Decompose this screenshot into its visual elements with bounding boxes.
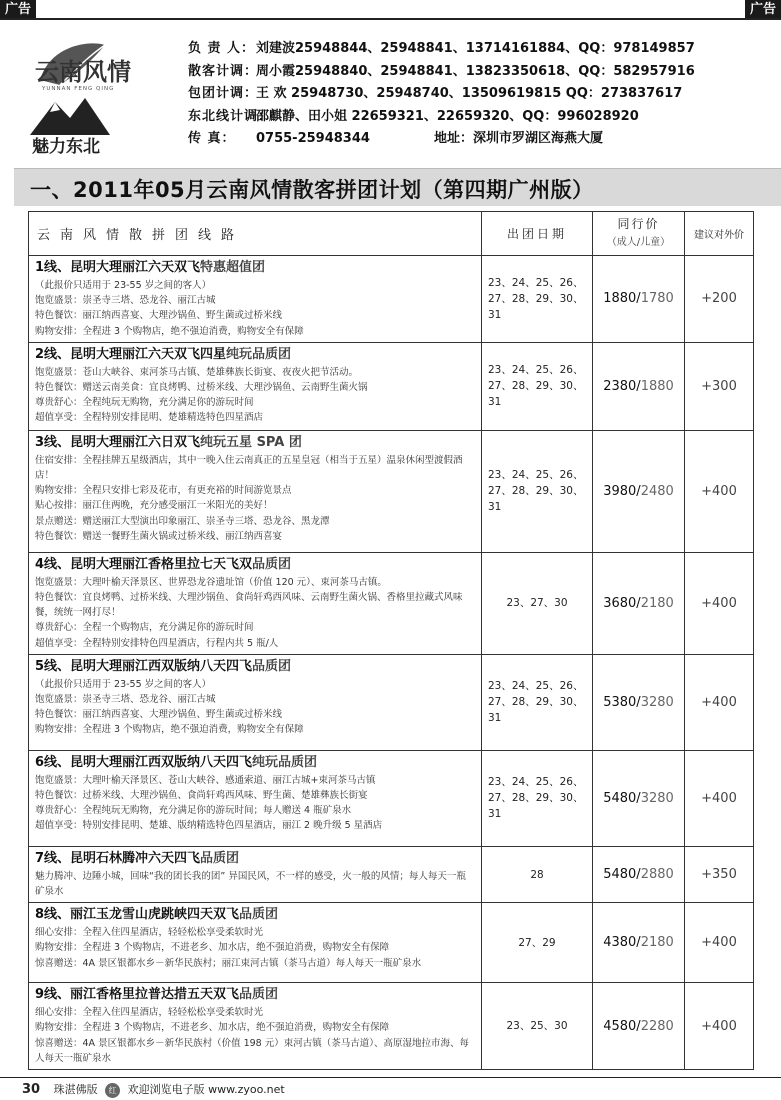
header-route: 云南风情散拼团线路	[29, 212, 482, 256]
table-row	[29, 846, 754, 902]
route-detail: 特色餐饮：丽江纳西喜宴、大理沙锅鱼、野生菌或过桥米线	[35, 709, 283, 721]
table-row	[29, 342, 754, 430]
peer-price: 5380/3280	[593, 654, 685, 750]
table-row	[29, 256, 754, 343]
child-price: 2180	[640, 935, 674, 951]
route-tag: 品质团	[252, 658, 292, 674]
adult-price: 3980	[603, 483, 637, 499]
route-title: 3线、昆明大理丽江六日双飞纯玩五星 SPA 团	[35, 434, 302, 450]
route-detail: 贴心按排：丽江住两晚，充分感受丽江一米阳光的美好！	[35, 500, 273, 512]
adult-price: 5380	[603, 694, 637, 710]
route-title: 6线、昆明大理丽江西双版纳八天四飞纯玩品质团	[35, 754, 318, 770]
route-detail: 购物安排：全程进 3 个购物店，绝不强迫消费，购物安全有保障	[35, 325, 304, 337]
route-cell	[29, 552, 482, 654]
route-detail: 超值享受：全程特别安排昆明、楚雄精选特色四星酒店	[35, 412, 264, 424]
child-price: 2280	[640, 1018, 674, 1034]
route-detail: 尊贵舒心：全程一个购物店，充分满足你的游玩时间	[35, 622, 254, 634]
route-detail: 购物安排：全程进 3 个购物店，不进老乡、加水店，绝不强迫消费，购物安全有保障	[35, 942, 390, 954]
route-tag: 纯玩品质团	[226, 346, 292, 362]
departure-dates: 23、24、25、26、27、28、29、30、31	[482, 654, 593, 750]
page-number: 30	[22, 1082, 41, 1097]
adult-price: 5480	[603, 867, 637, 883]
route-detail: 饱览盛景：崇圣寺三塔、恐龙谷、丽江古城	[35, 295, 216, 307]
adult-price: 4380	[603, 935, 637, 951]
route-title: 9线、丽江香格里拉普达措五天双飞品质团	[35, 987, 279, 1003]
contact-row: 传 真： 0755-25948344 地址：深圳市罗湖区海燕大厦	[188, 128, 695, 151]
table-row	[29, 983, 754, 1070]
route-detail: 饱览盛景：崇圣寺三塔、恐龙谷、丽江古城	[35, 694, 216, 706]
suggested-markup: +400	[685, 983, 754, 1070]
contact-row: 负 责 人：刘建波25948844、25948841、13714161884、QQ：978149857	[188, 41, 695, 56]
route-title: 7线、昆明石林腾冲六天四飞品质团	[35, 850, 240, 866]
route-detail: 景点赠送：赠送丽江大型演出印象丽江、崇圣寺三塔、恐龙谷、黑龙潭	[35, 515, 330, 527]
route-detail: 购物安排：全程进 3 个购物店，不进老乡、加水店，绝不强迫消费，购物安全有保障	[35, 1022, 390, 1034]
route-detail: 魅力腾冲、边陲小城，回味“我的团长我的团” 异国民风，不一样的感受，火一般的风情；每人每天一瓶矿泉水	[35, 870, 466, 898]
route-detail: 特色餐饮：赠送云南美食：宜良烤鸭、过桥米线、大理沙锅鱼、云南野生菌火锅	[35, 382, 368, 394]
leaf-logo-icon	[30, 40, 165, 155]
child-price: 2180	[640, 595, 674, 611]
top-divider	[0, 18, 781, 20]
route-detail: （此报价只适用于 23-55 岁之间的客人）	[35, 280, 212, 291]
table-header	[29, 212, 754, 256]
route-detail: 超值享受：全程特别安排特色四星酒店，行程内共 5 瓶/人	[35, 637, 279, 649]
header-suggest: 建议对外价	[685, 212, 754, 256]
departure-dates: 28	[482, 846, 593, 902]
peer-price: 5480/2880	[593, 846, 685, 902]
footer	[22, 1081, 285, 1098]
departure-dates: 27、29	[482, 903, 593, 983]
route-detail: 特色餐饮：赠送一餐野生菌火锅或过桥米线、丽江纳西喜宴	[35, 530, 283, 542]
suggested-markup: +400	[685, 750, 754, 846]
route-tag: 特惠超值团	[200, 260, 266, 275]
child-price: 1880	[640, 378, 674, 394]
suggested-markup: +200	[685, 256, 754, 343]
peer-price: 4380/2180	[593, 903, 685, 983]
contact-block	[188, 38, 695, 151]
route-detail: 惊喜赠送：4A 景区银都水乡－新华民族村（价值 198 元）束河古镇（茶马古道）、高原湿地拉市海、每人每天一瓶矿泉水	[35, 1037, 469, 1064]
route-cell	[29, 342, 482, 430]
suggested-markup: +300	[685, 342, 754, 430]
header-price: 同行价 （成人/儿童）	[593, 212, 685, 256]
peer-price: 5480/3280	[593, 750, 685, 846]
peer-price: 3680/2180	[593, 552, 685, 654]
route-detail: 特色餐饮：丽江纳西喜宴、大理沙锅鱼、野生菌或过桥米线	[35, 310, 283, 322]
route-cell	[29, 903, 482, 983]
child-price: 3280	[640, 790, 674, 806]
suggested-markup: +400	[685, 654, 754, 750]
route-detail: 特色餐饮：过桥米线、大理沙锅鱼、食尚轩鸡西风味、野生菌、楚雄彝族长街宴	[35, 790, 368, 802]
route-tag: 品质团	[239, 907, 279, 923]
child-price: 2480	[640, 483, 674, 499]
child-price: 3280	[640, 694, 674, 710]
table-row	[29, 750, 754, 846]
adult-price: 5480	[603, 790, 637, 806]
route-detail: 购物安排：全程只安排七彩及花市，有更充裕的时间游览景点	[35, 485, 292, 497]
logo-text-dongbei: 魅力东北	[32, 137, 100, 155]
logo-text-yunnan: 云南风情	[35, 57, 131, 86]
table-row	[29, 552, 754, 654]
table-row	[29, 430, 754, 552]
suggested-markup: +400	[685, 552, 754, 654]
route-cell	[29, 654, 482, 750]
peer-price: 3980/2480	[593, 430, 685, 552]
route-detail: 细心安排：全程入住四星酒店，轻轻松松享受柔软时光	[35, 1007, 264, 1019]
contact-row: 包团计调：王 欢 25948730、25948740、13509619815 QQ：273837617	[188, 86, 683, 101]
peer-price: 2380/1880	[593, 342, 685, 430]
ad-tag-left: 广告	[0, 0, 36, 20]
contact-row: 东北线计调：邵麒静、田小姐 22659321、22659320、QQ：996028920	[188, 108, 639, 124]
page-title: 一、2011年05月云南风情散客拼团计划（第四期广州版）	[30, 178, 594, 202]
route-title: 8线、丽江玉龙雪山虎跳峡四天双飞品质团	[35, 907, 279, 923]
route-tag: 品质团	[200, 850, 240, 866]
route-title: 1线、昆明大理丽江六天双飞特惠超值团	[35, 260, 266, 275]
departure-dates: 23、27、30	[482, 552, 593, 654]
route-tag: 纯玩品质团	[252, 754, 318, 770]
route-table	[28, 211, 754, 1070]
logo	[30, 40, 165, 155]
route-detail: 尊贵舒心：全程纯玩无购物，充分满足你的游玩时间	[35, 397, 254, 409]
suggested-markup: +350	[685, 846, 754, 902]
route-detail: 购物安排：全程进 3 个购物店，绝不强迫消费，购物安全有保障	[35, 724, 304, 736]
ad-tag-right: 广告	[745, 0, 781, 20]
route-cell	[29, 430, 482, 552]
route-cell	[29, 256, 482, 343]
suggested-markup: +400	[685, 430, 754, 552]
address: 地址：深圳市罗湖区海燕大厦	[434, 131, 604, 146]
departure-dates: 23、25、30	[482, 983, 593, 1070]
route-title: 5线、昆明大理丽江西双版纳八天四飞品质团	[35, 658, 292, 674]
route-cell	[29, 750, 482, 846]
table-row	[29, 903, 754, 983]
contact-row: 散客计调：周小霞25948840、25948841、13823350618、QQ：582957916	[188, 63, 695, 79]
route-title: 4线、昆明大理丽江香格里拉七天飞双品质团	[35, 556, 292, 572]
route-tag: 品质团	[239, 987, 279, 1003]
departure-dates: 23、24、25、26、27、28、29、30、31	[482, 430, 593, 552]
footer-divider	[0, 1077, 781, 1078]
peer-price: 1880/1780	[593, 256, 685, 343]
route-detail: 住宿安排：全程挂牌五星级酒店，其中一晚入住云南真正的五星皇冠（相当于五星）温泉休闲型渡假酒店！	[35, 454, 463, 482]
adult-price: 2380	[603, 378, 637, 394]
route-detail: 特色餐饮：宜良烤鸭、过桥米线、大理沙锅鱼、食尚轩鸡西风味、云南野生菌火锅、香格里拉藏式风味餐，统统一网打尽！	[35, 592, 463, 619]
footer-brand: 珠湛佛版	[53, 1083, 98, 1096]
suggested-markup: +400	[685, 903, 754, 983]
logo-sub: YUNNAN FENG QING	[42, 86, 115, 92]
peer-price: 4580/2280	[593, 983, 685, 1070]
departure-dates: 23、24、25、26、27、28、29、30、31	[482, 256, 593, 343]
route-title: 2线、昆明大理丽江六天双飞四星纯玩品质团	[35, 346, 292, 362]
footer-text: 欢迎浏览电子版 www.zyoo.net	[127, 1083, 285, 1096]
route-tag: 品质团	[252, 556, 292, 572]
adult-price: 4580	[603, 1018, 637, 1034]
adult-price: 3680	[603, 595, 637, 611]
table-row	[29, 654, 754, 750]
route-detail: 饱览盛景：苍山大峡谷、束河茶马古镇、楚雄彝族长街宴、夜夜火把节活动。	[35, 366, 359, 378]
route-detail: 细心安排：全程入住四星酒店，轻轻松松享受柔软时光	[35, 927, 264, 939]
route-detail: 超值享受：特别安排昆明、楚雄、版纳精选特色四星酒店，丽江 2 晚升级 5 星酒店	[35, 820, 383, 832]
departure-dates: 23、24、25、26、27、28、29、30、31	[482, 342, 593, 430]
route-detail: （此报价只适用于 23-55 岁之间的客人）	[35, 678, 212, 690]
route-cell	[29, 846, 482, 902]
header-date: 出团日期	[482, 212, 593, 256]
departure-dates: 23、24、25、26、27、28、29、30、31	[482, 750, 593, 846]
child-price: 1780	[640, 291, 674, 307]
route-detail: 尊贵舒心：全程纯玩无购物，充分满足你的游玩时间；每人赠送 4 瓶矿泉水	[35, 805, 352, 817]
route-detail: 饱览盛景：大理叶榆天泽景区、世界恐龙谷遗址馆（价值 120 元）、束河茶马古镇。	[35, 576, 387, 588]
badge-icon: 红	[105, 1083, 120, 1098]
route-detail: 惊喜赠送：4A 景区银都水乡－新华民族村；丽江束河古镇（茶马古道）每人每天一瓶矿泉水	[35, 957, 422, 969]
route-detail: 饱览盛景：大理叶榆天泽景区、苍山大峡谷、感通索道、丽江古城+束河茶马古镇	[35, 774, 376, 786]
route-cell	[29, 983, 482, 1070]
child-price: 2880	[640, 867, 674, 883]
adult-price: 1880	[603, 291, 637, 307]
route-tag: 纯玩五星 SPA 团	[200, 434, 302, 450]
